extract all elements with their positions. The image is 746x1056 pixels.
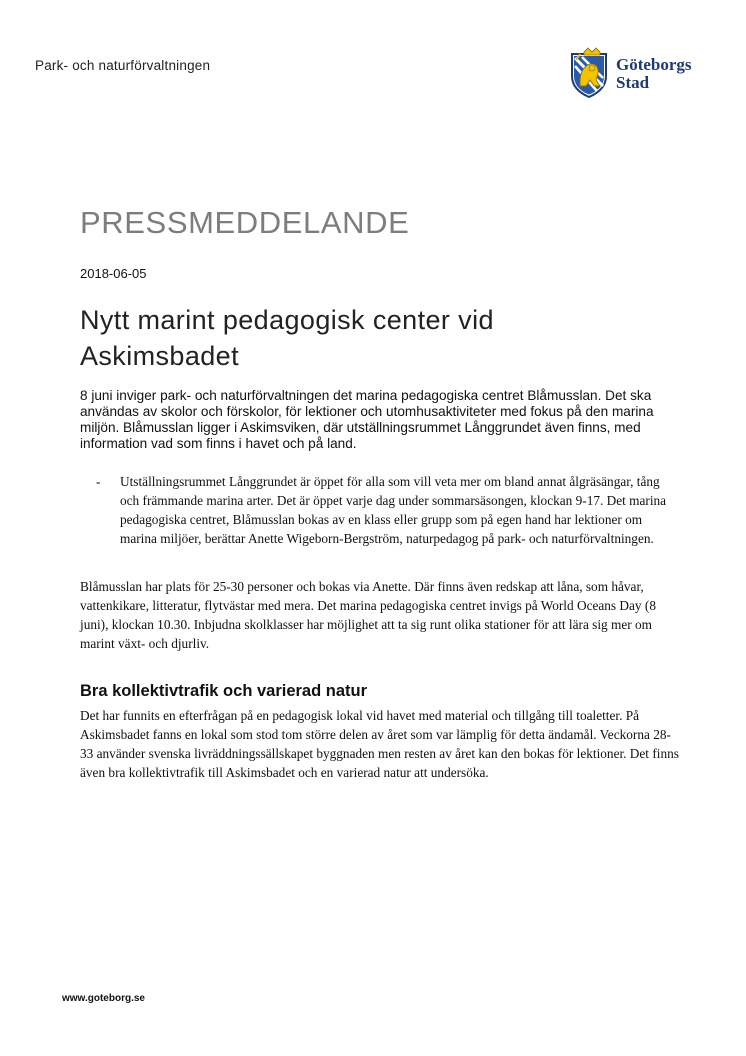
list-item	[80, 472, 680, 548]
body-paragraph: Blåmusslan har plats för 25-30 personer och bokas via Anette. Där finns även redskap att låna, som håvar, vattenkikare, litteratur, flytvästar med mera. Det marina pedagogiska centret invigs på World Oceans Day (8 juni), klockan 10.30. Inbjudna skolklasser har möjlighet att ta sig runt olika stationer för att lära sig mer om marint växt- och djurliv.	[80, 579, 656, 651]
bullet-list	[80, 472, 680, 548]
list-item-text: Utställningsrummet Långgrundet är öppet för alla som vill veta mer om bland annat ålgräsängar, tång och främmande marina arter. Det är öppet varje dag under sommarsäsongen, klockan 9-17. Det marina pedagogiska centret, Blåmusslan bokas av en klass eller grupp som på egen hand har lektioner om marina miljöer, berättar Anette Wigeborn-Bergström, naturpedagog på park- och naturförvaltningen.	[120, 474, 667, 546]
logo-wordmark	[616, 56, 692, 92]
logo-line-1: Göteborgs	[616, 55, 692, 74]
body-paragraph: Det har funnits en efterfrågan på en pedagogisk lokal vid havet med material och tillgång till toaletter. På Askimsbadet fanns en lokal som stod tom större delen av året som var lämplig för detta ändamål. Veckorna 28-33 använder svenska livräddningssällskapet byggnaden men resten av året kan den bokas för lektioner. Det finns även bra kollektivtrafik till Askimsbadet och en varierad natur att undersöka.	[80, 708, 679, 780]
title-line-2: Askimsbadet	[80, 341, 239, 371]
lead-paragraph: 8 juni inviger park- och naturförvaltningen det marina pedagogiska centret Blåmusslan. Det ska användas av skolor och förskolor, för lektioner och utomhusaktiviteter med fokus på den marina miljön. Blåmusslan ligger i Askimsviken, där utställningsrummet Långgrundet även finns, med information vad som finns i havet och på land.	[80, 388, 654, 451]
title-line-1: Nytt marint pedagogisk center vid	[80, 305, 494, 335]
document-type: PRESSMEDDELANDE	[80, 205, 410, 240]
section-heading: Bra kollektivtrafik och varierad natur	[80, 682, 368, 700]
footer-url[interactable]: www.goteborg.se	[62, 993, 145, 1004]
page-title	[80, 302, 680, 374]
publication-date: 2018-06-05	[80, 266, 147, 281]
city-coat-of-arms-icon	[566, 46, 612, 98]
logo-line-2: Stad	[616, 73, 650, 92]
bullet-marker: -	[96, 474, 101, 489]
department-name: Park- och naturförvaltningen	[35, 58, 211, 73]
